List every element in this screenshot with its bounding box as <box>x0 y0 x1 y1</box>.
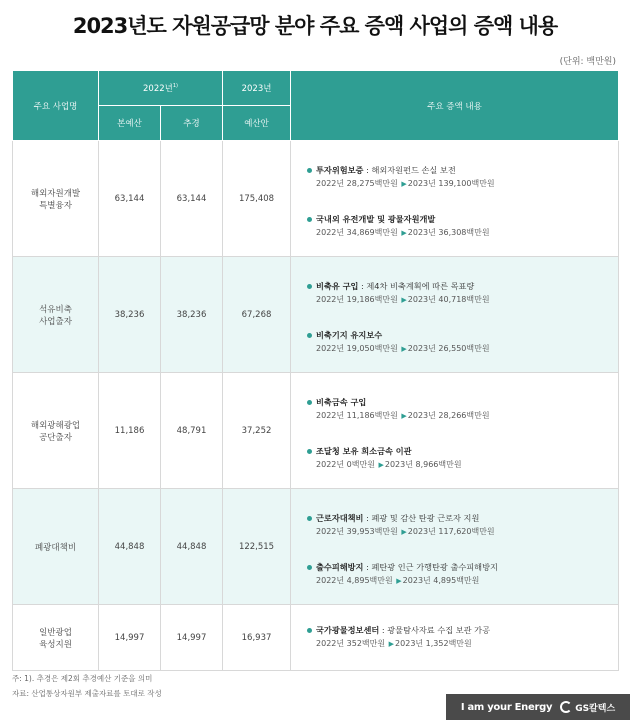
budget-plan-cell: 175,408 <box>223 141 291 257</box>
table-row <box>13 141 619 257</box>
content-item: 근로자대책비 : 폐광 및 감산 탄광 근로자 지원 2022년 39,953백만원 ▶2023년 117,620백만원 <box>307 512 618 539</box>
content-item: 국가광물정보센터 : 광물탐사자료 수집 보관 가공 2022년 352백만원 ▶2023년 1,352백만원 <box>307 624 618 651</box>
bullet-icon <box>307 333 312 338</box>
content-cell <box>291 605 619 671</box>
project-name: 해외자원개발 특별융자 <box>13 141 99 257</box>
bullet-icon <box>307 628 312 633</box>
content-item: 조달청 보유 희소금속 이관 2022년 0백만원 ▶2023년 8,966백만원 <box>307 445 618 472</box>
content-cell <box>291 257 619 373</box>
content-item: 비축기지 유지보수 2022년 19,050백만원 ▶2023년 26,550백만원 <box>307 329 618 356</box>
brand-slogan: I am your Energy <box>460 701 553 713</box>
main-budget-cell: 38,236 <box>99 257 161 373</box>
supp-budget-cell: 48,791 <box>161 373 223 489</box>
supp-budget-cell: 14,997 <box>161 605 223 671</box>
arrow-right-icon: ▶ <box>396 576 402 585</box>
bullet-icon <box>307 516 312 521</box>
header-budget-plan: 예산안 <box>223 106 291 141</box>
header-year2022: 2022년$^{1)}$ <box>99 71 223 106</box>
arrow-right-icon: ▶ <box>401 179 407 188</box>
main-budget-cell: 14,997 <box>99 605 161 671</box>
gs-logo-icon <box>560 701 572 713</box>
bullet-icon <box>307 168 312 173</box>
budget-plan-cell: 122,515 <box>223 489 291 605</box>
arrow-right-icon: ▶ <box>401 411 407 420</box>
arrow-right-icon: ▶ <box>401 527 407 536</box>
header-project: 주요 사업명 <box>13 71 99 141</box>
brand-banner <box>446 694 630 720</box>
content-item: 비축유 구입 : 제4차 비축계획에 따른 목표량 2022년 19,186백만원 ▶2023년 40,718백만원 <box>307 280 618 307</box>
main-budget-cell: 44,848 <box>99 489 161 605</box>
header-supp-budget: 추경 <box>161 106 223 141</box>
arrow-right-icon: ▶ <box>388 640 395 648</box>
table-row <box>13 257 619 373</box>
project-name: 석유비축 사업출자 <box>13 257 99 373</box>
page-title: 2023년도 자원공급망 분야 주요 증액 사업의 증액 내용 <box>72 14 558 38</box>
bullet-icon <box>307 449 312 454</box>
budget-plan-cell: 67,268 <box>223 257 291 373</box>
header-main-budget: 본예산 <box>99 106 161 141</box>
budget-plan-cell: 16,937 <box>223 605 291 671</box>
content-item: 국내외 유전개발 및 광물자원개발 2022년 34,869백만원 ▶2023년 36,308백만원 <box>307 213 618 240</box>
content-cell <box>291 489 619 605</box>
main-budget-cell: 11,186 <box>99 373 161 489</box>
budget-table <box>12 70 619 671</box>
content-cell <box>291 141 619 257</box>
bullet-icon <box>307 284 312 289</box>
header-content: 주요 증액 내용 <box>291 71 619 141</box>
content-item: 비축금속 구입 2022년 11,186백만원 ▶2023년 28,266백만원 <box>307 396 618 423</box>
supp-budget-cell: 44,848 <box>161 489 223 605</box>
source-note: 자료: 산업통상자원부 제출자료를 토대로 작성 <box>12 689 162 698</box>
main-budget-cell: 63,144 <box>99 141 161 257</box>
content-item: 투자위험보증 : 해외자원펀드 손실 보전 2022년 28,275백만원 ▶2023년 139,100백만원 <box>307 164 618 191</box>
table-row <box>13 605 619 671</box>
bullet-icon <box>307 565 312 570</box>
supp-budget-cell: 38,236 <box>161 257 223 373</box>
project-name: 해외광해광업 공단출자 <box>13 373 99 489</box>
table-row <box>13 489 619 605</box>
budget-plan-cell: 37,252 <box>223 373 291 489</box>
header-year2023: 2023년 <box>223 71 291 106</box>
arrow-right-icon: ▶ <box>401 295 407 304</box>
arrow-right-icon: ▶ <box>401 344 407 353</box>
bullet-icon <box>307 400 312 405</box>
brand-company: GS칼텍스 <box>575 703 616 714</box>
arrow-right-icon: ▶ <box>378 460 384 469</box>
footnote: 주: 1). 추경은 제2회 추경예산 기준을 의미 <box>12 674 153 683</box>
bullet-icon <box>307 217 312 222</box>
table-row <box>13 373 619 489</box>
content-item: 출수피해방지 : 폐탄광 인근 가행탄광 출수피해방지 2022년 4,895백만원 ▶2023년 4,895백만원 <box>307 561 618 588</box>
arrow-right-icon: ▶ <box>401 228 407 237</box>
supp-budget-cell: 63,144 <box>161 141 223 257</box>
unit-label: (단위: 백만원) <box>559 57 616 67</box>
project-name: 폐광대책비 <box>13 489 99 605</box>
content-cell <box>291 373 619 489</box>
project-name: 일반광업 육성지원 <box>13 605 99 671</box>
